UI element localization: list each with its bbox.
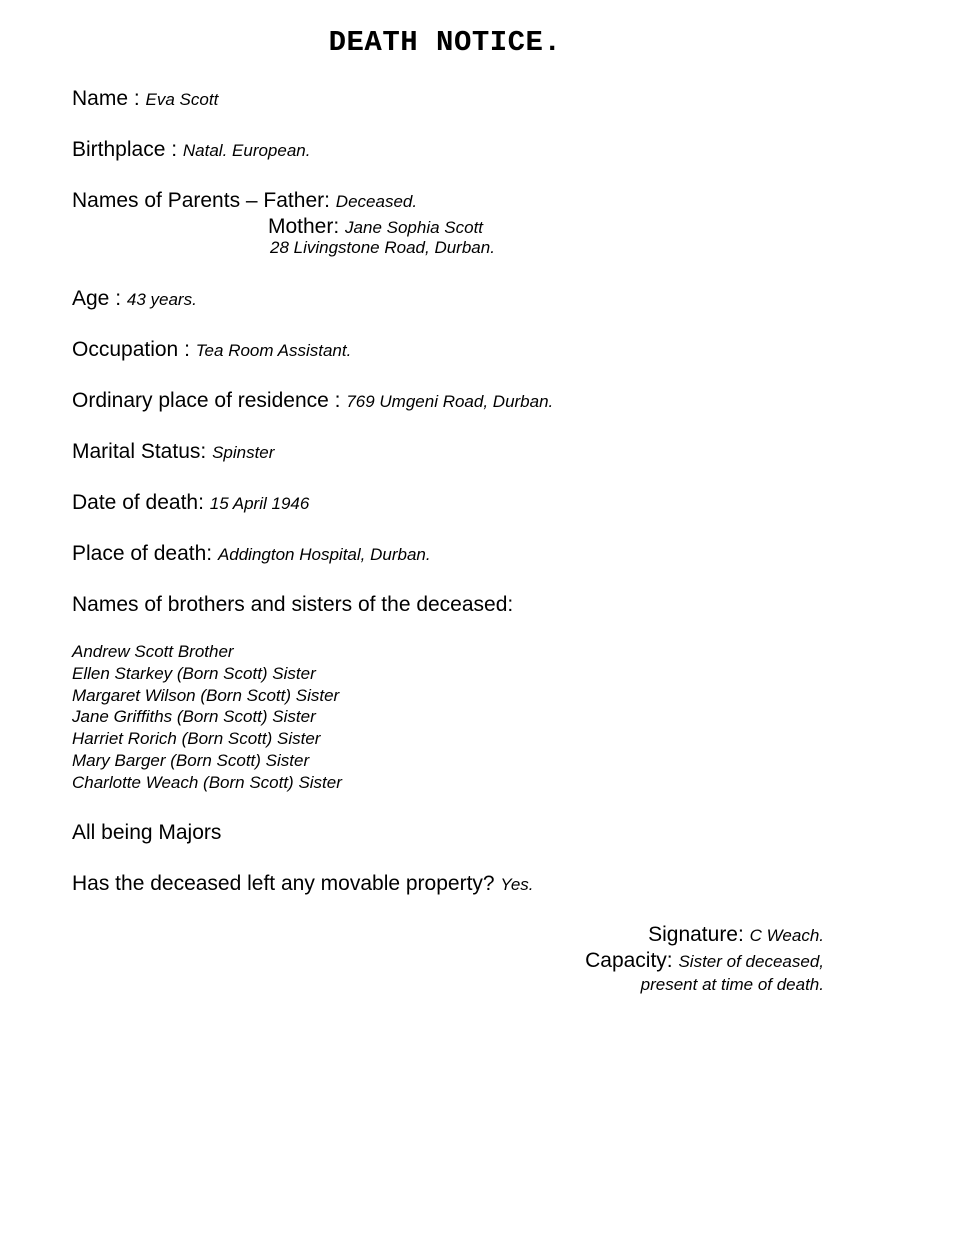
marital-status-value: Spinster bbox=[212, 443, 275, 462]
mother-value: Jane Sophia Scott bbox=[345, 218, 484, 237]
date-of-death-value: 15 April 1946 bbox=[209, 494, 310, 513]
capacity-label: Capacity: bbox=[585, 949, 679, 972]
sibling-item: Jane Griffiths (Born Scott) Sister bbox=[72, 707, 316, 727]
mother-address: 28 Livingstone Road, Durban. bbox=[270, 238, 495, 257]
age-field bbox=[72, 288, 197, 309]
sibling-item: Mary Barger (Born Scott) Sister bbox=[72, 750, 310, 770]
date-of-death-field bbox=[72, 492, 309, 513]
majors-note: All being Majors bbox=[72, 821, 222, 844]
sibling-item: Margaret Wilson (Born Scott) Sister bbox=[72, 685, 340, 705]
signature-block bbox=[585, 922, 824, 996]
place-of-death-label: Place of death: bbox=[72, 542, 218, 565]
birthplace-value: Natal. European. bbox=[182, 141, 311, 160]
sibling-item: Charlotte Weach (Born Scott) Sister bbox=[72, 772, 342, 792]
name-field bbox=[72, 88, 218, 109]
capacity-line bbox=[585, 948, 824, 974]
parents-label: Names of Parents – Father: bbox=[72, 189, 336, 212]
mother-label: Mother: bbox=[268, 215, 346, 238]
siblings-heading: Names of brothers and sisters of the deceased: bbox=[72, 593, 514, 616]
sibling-item: Andrew Scott Brother bbox=[72, 642, 234, 661]
birthplace-field bbox=[72, 139, 310, 160]
date-of-death-label: Date of death: bbox=[72, 491, 210, 514]
occupation-value: Tea Room Assistant. bbox=[195, 341, 352, 360]
name-label: Name : bbox=[72, 87, 146, 110]
siblings-list bbox=[72, 641, 342, 794]
signature-line bbox=[585, 922, 824, 948]
birthplace-label: Birthplace : bbox=[72, 138, 183, 161]
age-label: Age : bbox=[72, 287, 127, 310]
page-title: DEATH NOTICE. bbox=[328, 26, 562, 59]
capacity-value: Sister of deceased, bbox=[678, 952, 824, 971]
residence-label: Ordinary place of residence : bbox=[72, 389, 347, 412]
father-value: Deceased. bbox=[335, 192, 418, 211]
mother-field bbox=[268, 216, 483, 237]
property-label: Has the deceased left any movable property? bbox=[72, 872, 501, 895]
occupation-label: Occupation : bbox=[72, 338, 196, 361]
place-of-death-field bbox=[72, 543, 431, 564]
place-of-death-value: Addington Hospital, Durban. bbox=[217, 545, 431, 564]
marital-status-label: Marital Status: bbox=[72, 440, 213, 463]
sibling-item: Harriet Rorich (Born Scott) Sister bbox=[72, 729, 321, 749]
marital-status-field bbox=[72, 441, 274, 462]
signature-label: Signature: bbox=[648, 923, 750, 946]
residence-value: 769 Umgeni Road, Durban. bbox=[346, 392, 554, 411]
property-value: Yes. bbox=[500, 875, 534, 894]
name-value: Eva Scott bbox=[145, 90, 219, 109]
residence-field bbox=[72, 390, 553, 411]
property-field bbox=[72, 873, 534, 894]
parents-field bbox=[72, 190, 417, 211]
sibling-item: Ellen Starkey (Born Scott) Sister bbox=[72, 663, 316, 683]
capacity-line-2: present at time of death. bbox=[640, 975, 824, 994]
signature-value: C Weach. bbox=[749, 926, 824, 945]
age-value: 43 years. bbox=[126, 290, 197, 309]
occupation-field bbox=[72, 339, 351, 360]
